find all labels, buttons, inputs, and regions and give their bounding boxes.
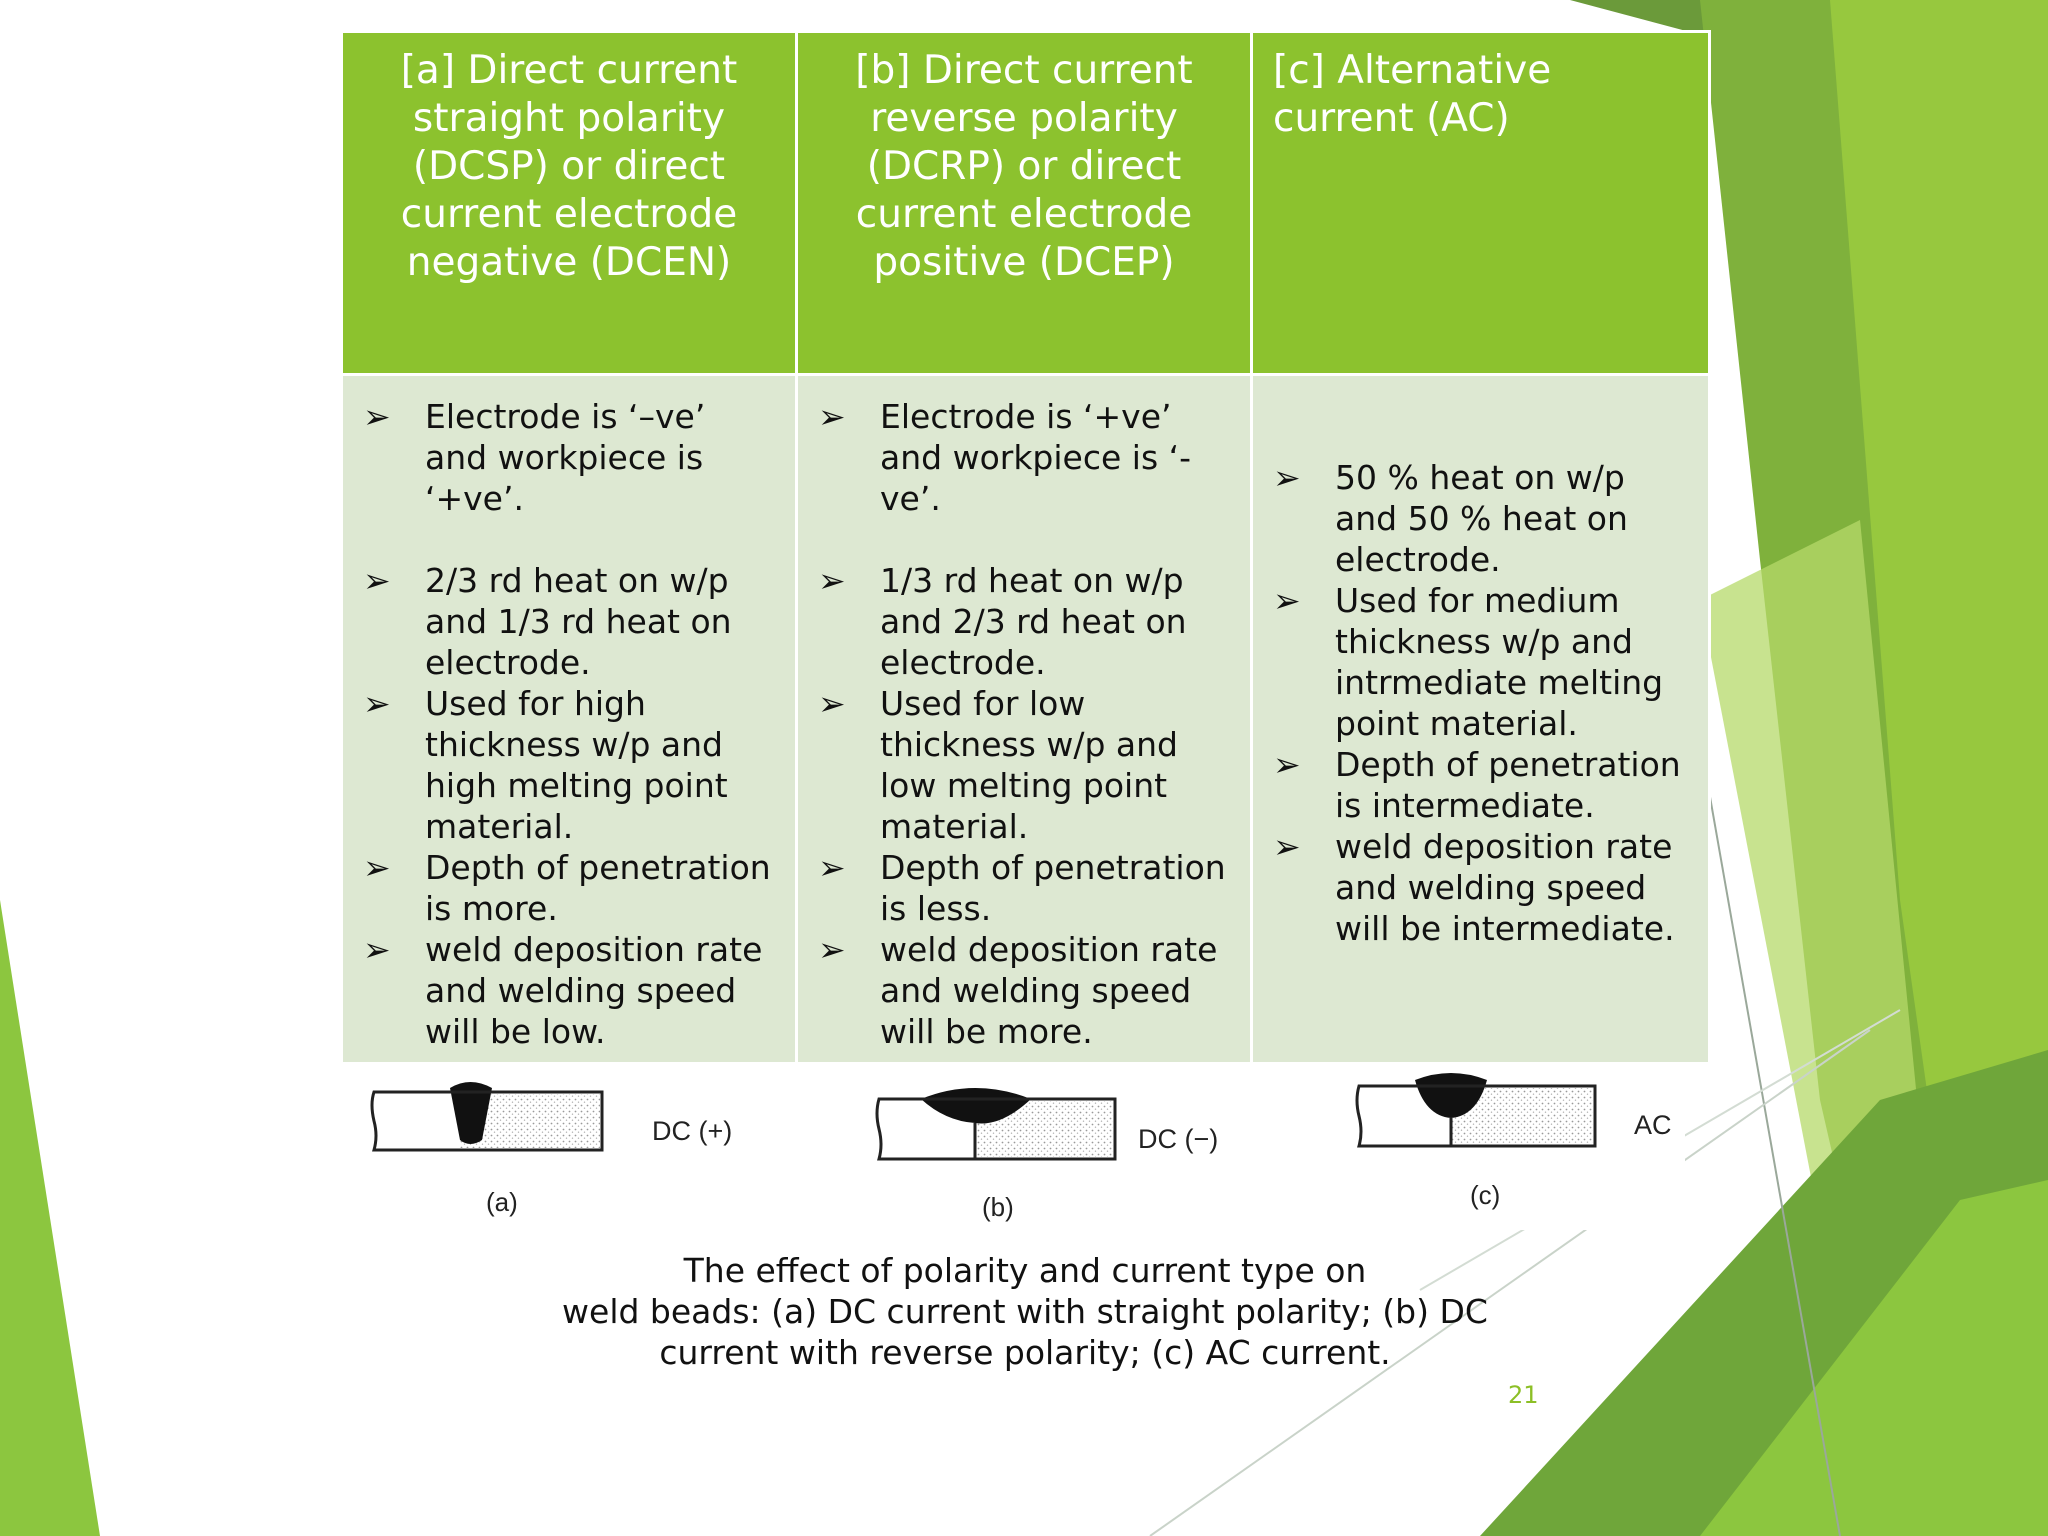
header-dcsp: [a] Direct current straight polarity (DCSP) or direct current electrode negative (DCEN) (342, 32, 797, 375)
figure-label-a: (a) (486, 1187, 518, 1217)
header-dcrp: [b] Direct current reverse polarity (DCRP) or direct current electrode positive (DCEP) (797, 32, 1252, 375)
caption-line: The effect of polarity and current type on (683, 1251, 1367, 1290)
weld-bead-diagram-a (370, 1080, 610, 1162)
arrow-bullet-icon: ➢ (363, 930, 391, 969)
list-item: ➢ Used for low thickness w/p and low melting point material. (818, 684, 1178, 846)
header-ac: [c] Alternative current (AC) (1252, 32, 1710, 375)
arrow-bullet-icon: ➢ (1273, 581, 1301, 620)
list-item: ➢ Electrode is ‘–ve’ and workpiece is ‘+ve’. (363, 397, 706, 518)
list-item: ➢ Used for high thickness w/p and high melting point material. (363, 684, 728, 846)
arrow-bullet-icon: ➢ (1273, 458, 1301, 497)
bullet-list-dcrp (818, 396, 1232, 1052)
caption-line: weld beads: (a) DC current with straight polarity; (b) DC (562, 1292, 1488, 1331)
arrow-bullet-icon: ➢ (818, 684, 846, 723)
left-green-shape (0, 900, 100, 1536)
cell-dcrp (797, 375, 1252, 1064)
polarity-label-b: DC (−) (1138, 1124, 1219, 1154)
arrow-bullet-icon: ➢ (363, 397, 391, 436)
bullet-list-dcsp (363, 396, 777, 1052)
polarity-comparison-table (340, 30, 1711, 1065)
list-item: ➢ weld deposition rate and welding speed will be intermediate. (1273, 827, 1675, 948)
figure-label-c: (c) (1470, 1180, 1501, 1210)
arrow-bullet-icon: ➢ (818, 561, 846, 600)
list-item: ➢ weld deposition rate and welding speed will be low. (363, 930, 763, 1051)
polarity-label-a: DC (+) (652, 1116, 733, 1146)
polarity-label-c: AC (1634, 1110, 1672, 1140)
page-number: 21 (1508, 1381, 1539, 1409)
list-item: ➢ Electrode is ‘+ve’ and workpiece is ‘-ve’. (818, 397, 1192, 518)
weld-bead-figures (340, 1062, 1685, 1230)
arrow-bullet-icon: ➢ (363, 561, 391, 600)
arrow-bullet-icon: ➢ (818, 930, 846, 969)
arrow-bullet-icon: ➢ (363, 848, 391, 887)
caption-line: current with reverse polarity; (c) AC current. (659, 1333, 1391, 1372)
list-item: ➢ weld deposition rate and welding speed will be more. (818, 930, 1218, 1051)
arrow-bullet-icon: ➢ (818, 848, 846, 887)
list-item: ➢ 50 % heat on w/p and 50 % heat on electrode. (1273, 458, 1628, 579)
list-item: ➢ Depth of penetration is less. (818, 848, 1226, 928)
list-item: ➢ Depth of penetration is more. (363, 848, 771, 928)
arrow-bullet-icon: ➢ (363, 684, 391, 723)
arrow-bullet-icon: ➢ (1273, 745, 1301, 784)
weld-bead-diagram-b (875, 1087, 1125, 1169)
arrow-bullet-icon: ➢ (1273, 827, 1301, 866)
figure-label-b: (b) (982, 1192, 1014, 1222)
list-item: ➢ Depth of penetration is intermediate. (1273, 745, 1681, 825)
list-item: ➢ 2/3 rd heat on w/p and 1/3 rd heat on electrode. (363, 561, 732, 682)
cell-dcsp (342, 375, 797, 1064)
weld-bead-diagram-c (1355, 1072, 1605, 1154)
list-item: ➢ 1/3 rd heat on w/p and 2/3 rd heat on electrode. (818, 561, 1187, 682)
figure-caption (540, 1250, 1510, 1373)
bullet-list-ac (1273, 457, 1690, 949)
cell-ac (1252, 375, 1710, 1064)
arrow-bullet-icon: ➢ (818, 397, 846, 436)
list-item: ➢ Used for medium thickness w/p and intrmediate melting point material. (1273, 581, 1664, 743)
